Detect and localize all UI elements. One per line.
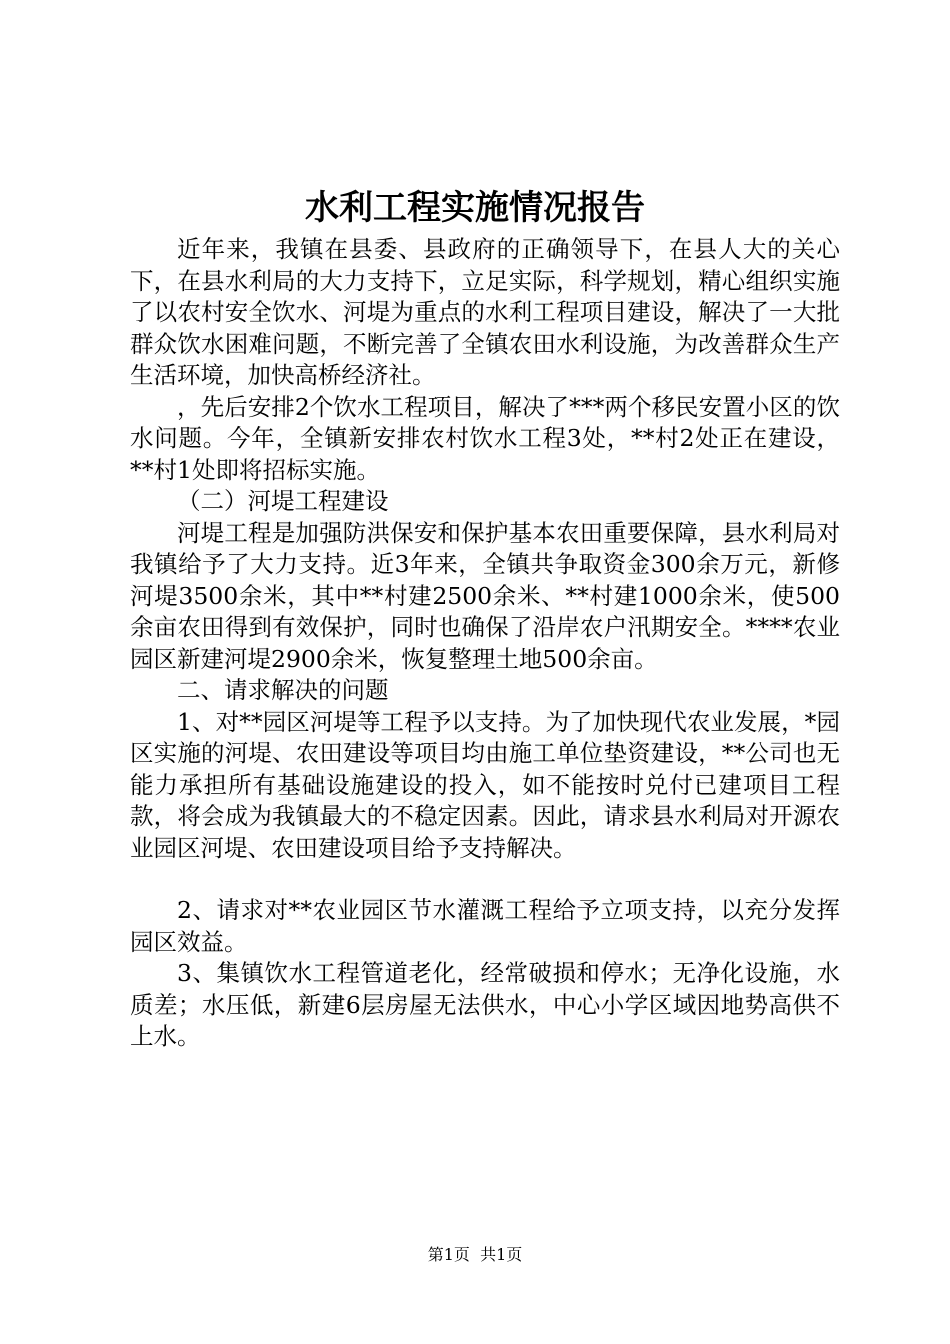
paragraph-levee: 河堤工程是加强防洪保安和保护基本农田重要保障，县水利局对我镇给予了大力支持。近3年来，全镇共争取资金300余万元，新修河堤3500余米，其中**村建2500余米、**村建1000余米，使500余亩农田得到有效保护，同时也确保了沿岸农户汛期安全。****农业园区新建河堤2900余米，恢复整理土地500余亩。 <box>130 518 840 673</box>
paragraph-water-projects: ，先后安排2个饮水工程项目，解决了***两个移民安置小区的饮水问题。今年，全镇新安排农村饮水工程3处，**村2处正在建设，**村1处即将招标实施。 <box>130 392 840 484</box>
section-heading-levee: （二）河堤工程建设 <box>177 487 389 515</box>
page-footer <box>0 1244 950 1266</box>
paragraph-request-2: 2、请求对**农业园区节水灌溉工程给予立项支持，以充分发挥园区效益。 <box>130 896 840 956</box>
section-heading-requests: 二、请求解决的问题 <box>177 676 389 704</box>
paragraph-request-1: 1、对**园区河堤等工程予以支持。为了加快现代农业发展，*园区实施的河堤、农田建设等项目均由施工单位垫资建设，**公司也无能力承担所有基础设施建设的投入，如不能按时兑付已建项目工程款，将会成为我镇最大的不稳定因素。因此，请求县水利局对开源农业园区河堤、农田建设项目给予支持解决。 <box>130 707 840 862</box>
paragraph-intro: 近年来，我镇在县委、县政府的正确领导下，在县人大的关心下，在县水利局的大力支持下，立足实际，科学规划，精心组织实施了以农村安全饮水、河堤为重点的水利工程项目建设，解决了一大批群众饮水困难问题，不断完善了全镇农田水利设施，为改善群众生产生活环境，加快高桥经济社。 <box>130 235 840 389</box>
paragraph-request-3: 3、集镇饮水工程管道老化，经常破损和停水；无净化设施，水质差；水压低，新建6层房屋无法供水，中心小学区域因地势高供不上水。 <box>130 959 840 1050</box>
page-number: 第1页 共1页 <box>427 1245 523 1264</box>
document-body <box>130 234 840 1053</box>
document-title: 水利工程实施情况报告 <box>305 188 645 228</box>
